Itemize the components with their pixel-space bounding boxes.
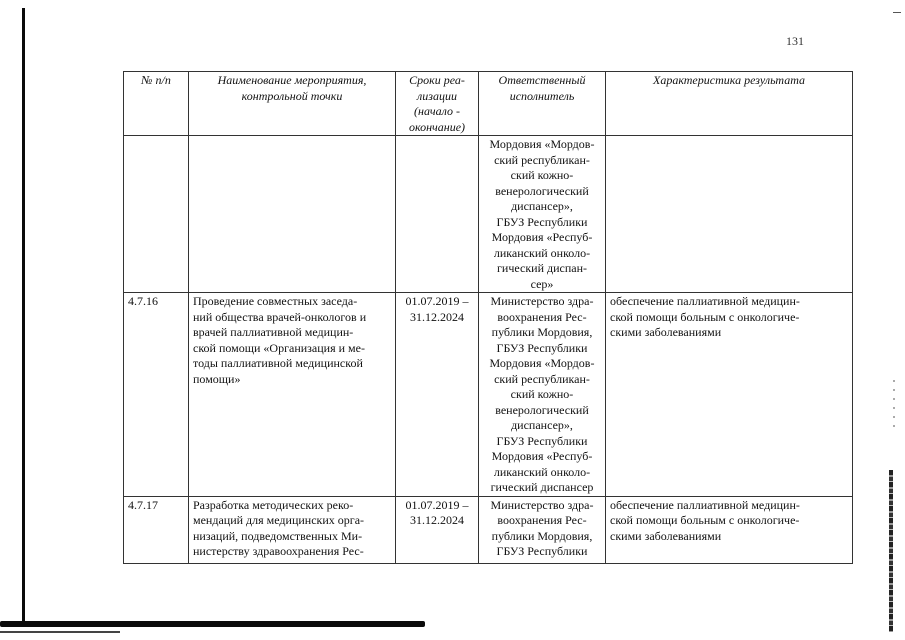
cell-executor	[479, 293, 606, 497]
cell-executor	[479, 136, 606, 293]
cell-executor-line: венерологический	[495, 183, 589, 198]
cell-name-line: ской помощи «Организация и ме-	[193, 340, 365, 355]
cell-executor-line: Мордовия «Респуб-	[491, 449, 593, 463]
cell-executor-line: ский республикан-	[494, 371, 590, 386]
cell-executor-line: публики Мордовия,	[491, 325, 593, 339]
cell-executor-line: гический диспансер	[490, 480, 594, 494]
cell-executor-line: гический диспан-	[496, 261, 588, 275]
cell-dates	[396, 496, 479, 563]
header-num	[124, 72, 189, 136]
scan-edge-bottom	[0, 621, 425, 627]
header-num-text: № п/п	[141, 73, 171, 87]
cell-name-line: нистерству здравоохранения Рес-	[193, 544, 364, 558]
cell-executor-line: ликанский онколо-	[493, 245, 591, 260]
cell-executor-line: воохранения Рес-	[497, 309, 587, 324]
cell-executor-line: ский кожно-	[510, 387, 574, 401]
cell-name	[189, 293, 396, 497]
cell-name-line: помощи»	[193, 371, 241, 386]
table-row	[124, 496, 853, 563]
header-name-line: Наименование мероприятия,	[217, 73, 367, 87]
cell-name-line: Разработка методических реко-	[193, 497, 354, 512]
cell-num	[124, 496, 189, 563]
cell-executor-line: Министерство здра-	[490, 294, 594, 308]
cell-executor-line: Министерство здра-	[490, 497, 594, 512]
cell-dates	[396, 136, 479, 293]
cell-name-line: тоды паллиативной медицинской	[193, 356, 363, 370]
header-dates-line: (начало -	[414, 104, 460, 118]
table-row	[124, 136, 853, 293]
cell-result	[606, 293, 853, 497]
cell-name	[189, 136, 396, 293]
header-dates-line: окончание)	[408, 119, 466, 134]
cell-result-line: обеспечение паллиативной медицин-	[610, 497, 800, 512]
cell-name-line: Проведение совместных заседа-	[193, 294, 358, 308]
header-name-line: контрольной точки	[241, 88, 343, 103]
cell-executor-line: диспансер»,	[511, 199, 573, 213]
header-result-text: Характеристика результата	[652, 73, 805, 87]
cell-result-line: ской помощи больным с онкологиче-	[610, 513, 800, 527]
cell-executor-line: Мордовия «Мордов-	[489, 356, 595, 370]
scan-edge-left	[22, 8, 25, 626]
header-dates-line: лизации	[417, 88, 457, 103]
cell-result-line: скими заболеваниями	[610, 528, 722, 543]
cell-num	[124, 293, 189, 497]
cell-executor-line: ГБУЗ Республики	[496, 433, 588, 448]
cell-name-line: ний общества врачей-онкологов и	[193, 309, 367, 324]
header-result	[606, 72, 853, 136]
cell-num	[124, 136, 189, 293]
cell-result	[606, 136, 853, 293]
cell-executor-line: ский республикан-	[494, 152, 590, 167]
cell-executor-line: диспансер»,	[511, 418, 573, 432]
table-body	[124, 136, 853, 564]
scan-edge-right	[889, 470, 893, 632]
header-executor-line: Ответственный	[498, 73, 586, 87]
cell-name	[189, 496, 396, 563]
cell-executor-line: Мордовия «Респуб-	[491, 230, 593, 244]
cell-result	[606, 496, 853, 563]
cell-dates-line: 31.12.2024	[410, 309, 464, 324]
measures-table	[123, 71, 853, 564]
cell-num-text: 4.7.16	[128, 294, 158, 308]
cell-name-line: мендаций для медицинских орга-	[193, 513, 365, 527]
cell-executor-line: воохранения Рес-	[497, 513, 587, 527]
cell-executor-line: венерологический	[495, 402, 589, 417]
header-executor-line: исполнитель	[509, 88, 575, 103]
cell-executor-line: ский кожно-	[510, 168, 574, 182]
cell-executor-line: ГБУЗ Республики	[496, 214, 588, 229]
cell-executor-line: публики Мордовия,	[491, 528, 593, 543]
cell-executor-line: ликанский онколо-	[493, 464, 591, 479]
cell-result-line: скими заболеваниями	[610, 325, 722, 339]
cell-dates-line: 31.12.2024	[410, 513, 464, 527]
cell-dates-line: 01.07.2019 –	[405, 497, 469, 512]
cell-name-line: врачей паллиативной медицин-	[193, 325, 354, 339]
cell-result-line: обеспечение паллиативной медицин-	[610, 294, 800, 308]
cell-dates	[396, 293, 479, 497]
table-row	[124, 293, 853, 497]
scan-dots	[893, 380, 895, 430]
cell-executor-line: ГБУЗ Республики	[496, 544, 588, 558]
table-header-row	[124, 72, 853, 136]
cell-num-text: 4.7.17	[128, 497, 158, 512]
scan-edge-bottom-thin	[0, 631, 120, 633]
header-executor	[479, 72, 606, 136]
cell-executor	[479, 496, 606, 563]
header-dates-line: Сроки реа-	[409, 73, 465, 87]
header-name	[189, 72, 396, 136]
cell-name-line: низаций, подведомственных Ми-	[193, 528, 363, 543]
scan-mark	[893, 12, 901, 13]
page-number: 131	[786, 34, 804, 48]
cell-executor-line: Мордовия «Мордов-	[489, 137, 595, 151]
cell-result-line: ской помощи больным с онкологиче-	[610, 309, 800, 324]
cell-dates-line: 01.07.2019 –	[405, 294, 469, 308]
cell-executor-line: ГБУЗ Республики	[496, 340, 588, 355]
header-dates	[396, 72, 479, 136]
cell-executor-line: сер»	[530, 276, 554, 291]
